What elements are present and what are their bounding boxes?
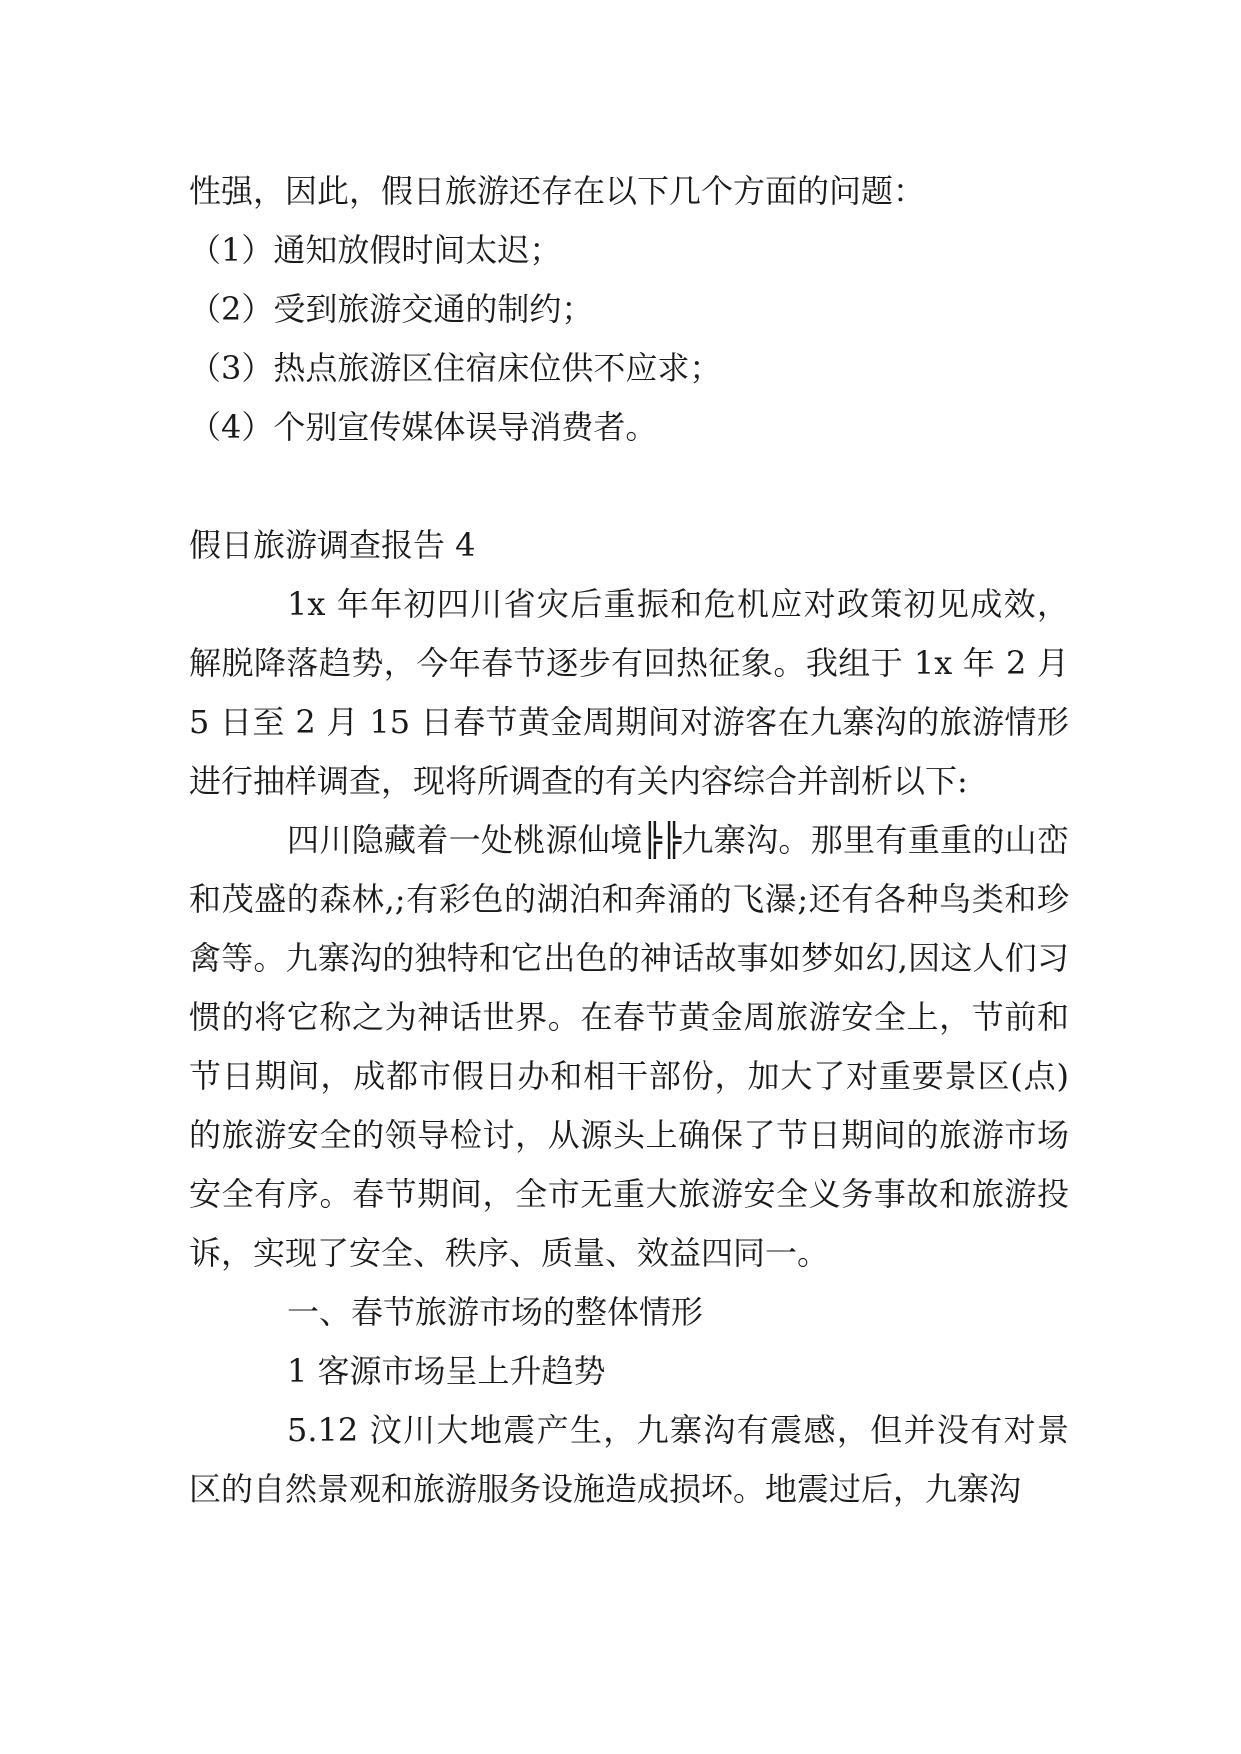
- report-title: 假日旅游调查报告 4: [189, 526, 476, 564]
- problem-item-2: （2）受到旅游交通的制约；: [189, 290, 594, 328]
- document-body: [189, 162, 1069, 1519]
- paragraph-intro: 1x 年年初四川省灾后重振和危机应对政策初见成效，解脱降落趋势，今年春节逐步有回热征象。我组于 1x 年 2 月 5 日至 2 月 15 日春节黄金周期间对游客在九寨沟的旅游情形进行抽样调查，现将所调查的有关内容综合并剖析以下:: [189, 585, 1069, 800]
- problem-item-4: （4）个别宣传媒体误导消费者。: [189, 408, 658, 446]
- subsection-heading: 1 客源市场呈上升趋势: [287, 1352, 606, 1390]
- paragraph-earthquake: 5.12 汶川大地震产生，九寨沟有震感，但并没有对景区的自然景观和旅游服务设施造成损坏。地震过后，九寨沟: [189, 1411, 1069, 1508]
- section-spacer: [189, 457, 1069, 516]
- paragraph-jiuzhaigou: 四川隐藏着一处桃源仙境╠╠九寨沟。那里有重重的山峦和茂盛的森林,;有彩色的湖泊和奔涌的飞瀑;还有各种鸟类和珍禽等。九寨沟的独特和它出色的神话故事如梦如幻,因这人们习惯的将它称之为神话世界。在春节黄金周旅游安全上，节前和节日期间，成都市假日办和相干部份，加大了对重要景区(点)的旅游安全的领导检讨，从源头上确保了节日期间的旅游市场安全有序。春节期间，全市无重大旅游安全义务事故和旅游投诉，实现了安全、秩序、质量、效益四同一。: [189, 821, 1069, 1272]
- section-heading: 一、春节旅游市场的整体情形: [287, 1293, 704, 1331]
- intro-line: 性强，因此，假日旅游还存在以下几个方面的问题：: [189, 172, 926, 210]
- problem-item-1: （1）通知放假时间太迟；: [189, 231, 562, 269]
- problem-item-3: （3）热点旅游区住宿床位供不应求；: [189, 349, 722, 387]
